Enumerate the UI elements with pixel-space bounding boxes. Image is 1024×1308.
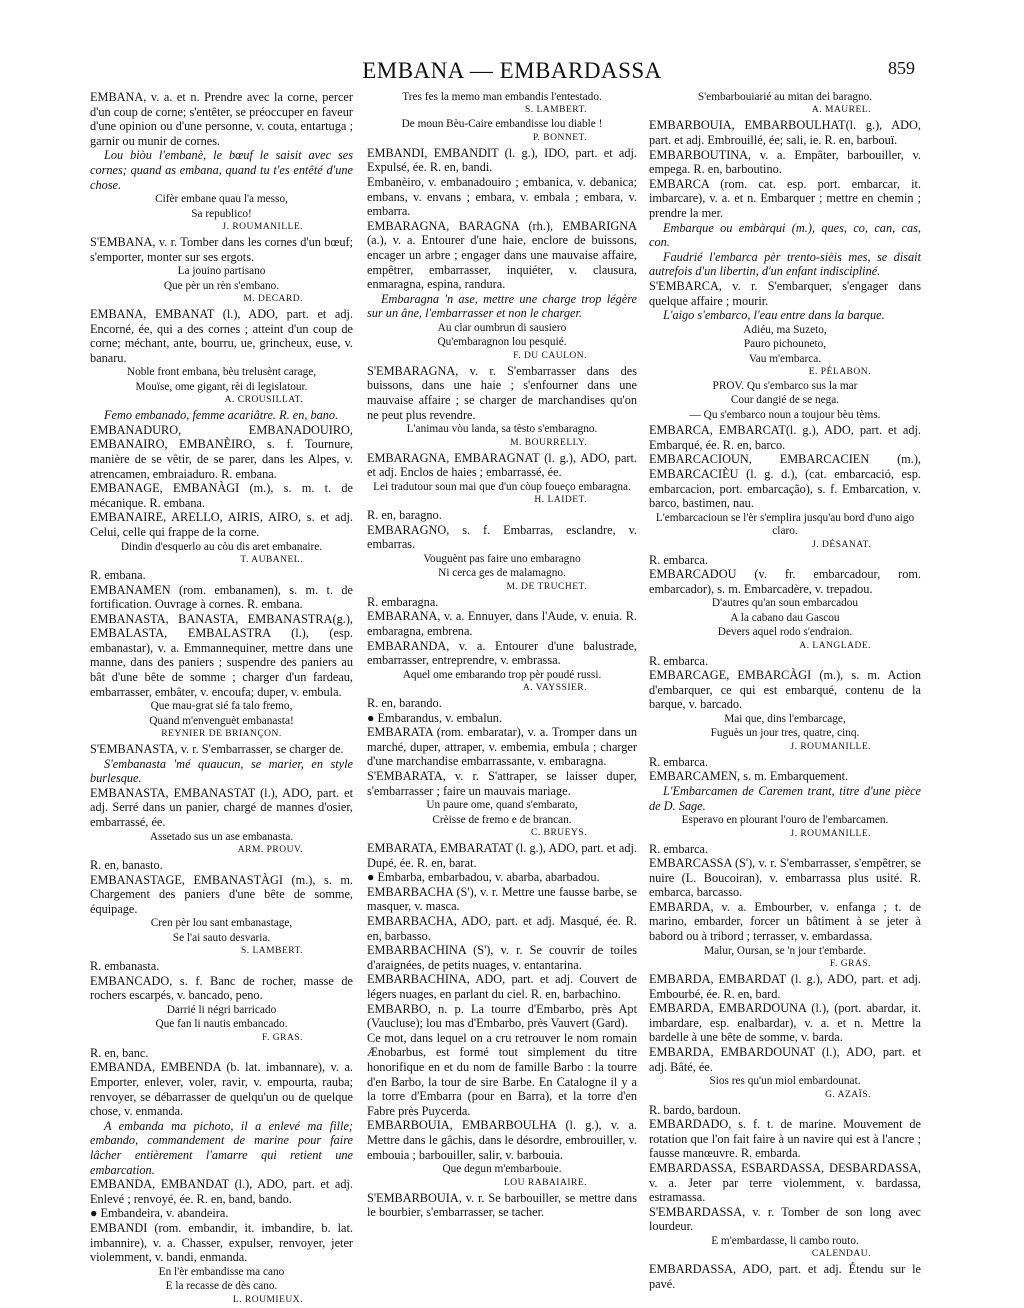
- verse-line: Esperavo en plourant l'ouro de l'embarcamen.: [681, 814, 889, 827]
- entry-paragraph: S'EMBANA, v. r. Tomber dans les cornes d'un bœuf; s'emporter, monter sur ses ergots.: [90, 234, 353, 264]
- entry-paragraph: S'EMBARDASSA, v. r. Tomber de son long avec lourdeur.: [649, 1204, 921, 1234]
- entry-paragraph: EMBARATA, EMBARATAT (l. g.), ADO, part. et adj. Dupé, ée. R. en, barat.: [367, 841, 637, 870]
- verse-line: Malur, Oursan, se 'n jour t'embarde.: [704, 944, 866, 957]
- entry-paragraph: EMBANDI (rom. embandir, it. imbandire, b. lat. imbannire), v. a. Chasser, expulser, renvoyer, jeter violemment, v. bandi, enmanda.: [90, 1220, 353, 1265]
- verse-line: Tres fes la memo man embandis l'entestado.: [402, 91, 602, 103]
- entry-example: L'aigo s'embarco, l'eau entre dans la barque.: [663, 308, 885, 323]
- entry-paragraph: EMBANDI, EMBANDIT (l. g.), IDO, part. et adj. Expulsé, ée. R. en, bandi.: [367, 145, 637, 175]
- author-attribution: M. DECARD.: [243, 293, 303, 304]
- author-attribution: H. LAIDET.: [534, 495, 587, 506]
- author-attribution: A. VAYSSIER.: [522, 683, 587, 694]
- entry-paragraph: EMBARCACIOUN, EMBARCACIEN (m.), EMBARCACIÈU (l. g. d.), (cat. embarcació, esp. embarcacion, port. embarcação), s. f. Embarcation, v. barco, bastimen, nau.: [649, 452, 921, 511]
- entry-example: Embaragna 'n ase, mettre une charge trop légère sur un âne, l'embarrasser et non le charger.: [367, 291, 637, 321]
- verse-line: A la cabano dau Gascou: [730, 611, 840, 624]
- author-attribution: E. PÉLABON.: [808, 366, 871, 377]
- entry-example: Faudrié l'embarca pèr trento-sièis mes, se disait autrefois d'un libertin, d'un enfant indiscipliné.: [649, 249, 921, 279]
- author-attribution: F. DU CAULON.: [513, 350, 587, 361]
- entry-paragraph: EMBARDASSA, ADO, part. et adj. Étendu sur le pavé.: [649, 1262, 921, 1291]
- entry-paragraph: R. en, barando.: [367, 696, 442, 711]
- verse-line: Assetado sus un ase embanasta.: [149, 830, 294, 843]
- entry-paragraph: EMBANADURO, EMBANADOUIRO, EMBANAIRO, EMBANÈIRO, s. f. Tournure, manière de se vêtir, de se parer, dans les Alpes, v. atrencamen, embraiaduro. R. embana.: [90, 422, 353, 481]
- verse-line: Que pèr un rèn s'embano.: [163, 279, 280, 292]
- verse-line: E la recasse de dès cano.: [165, 1280, 278, 1293]
- entry-paragraph: ● Embandeira, v. abandeira.: [90, 1206, 229, 1221]
- entry-paragraph: EMBARCAMEN, s. m. Embarquement.: [649, 769, 849, 784]
- verse-line: Pauro pichouneto,: [743, 338, 827, 351]
- entry-paragraph: ● Embarba, embarbadou, v. abarba, abarbadou.: [367, 870, 600, 885]
- entry-example: Embarque ou embàrqui (m.), ques, co, can, cas, con.: [649, 220, 921, 250]
- verse-line: Sios res qu'un miol embardounat.: [709, 1075, 861, 1088]
- entry-paragraph: EMBARCASSA (S'), v. r. S'embarrasser, s'empêtrer, se nuire (L. Boucoiran), v. embarrassa plus usité. R. embarca, barcasso.: [649, 856, 921, 900]
- entry-paragraph: EMBANASTAGE, EMBANASTÀGI (m.), s. m. Chargement des paniers d'une bête de somme, équipage.: [90, 872, 353, 916]
- verse-line: En l'èr embandisse ma cano: [158, 1265, 285, 1278]
- entry-paragraph: EMBANA, EMBANAT (l.), ADO, part. et adj. Encorné, ée, qui a des cornes ; atteint d'un coup de corne; méchant, ante, bourru, ue, grincheux, euse, v. banaru.: [90, 306, 353, 365]
- entry-paragraph: EMBARDADO, s. f. t. de marine. Mouvement de rotation que l'on fait faire à un navire qui est à l'ancre ; fausse manœuvre. R. embarda.: [649, 1117, 921, 1161]
- entry-paragraph: EMBARAGNA, BARAGNA (rh.), EMBARIGNA (a.), v. a. Entourer d'une haie, enclore de buissons, encager un arbre ; engager dans une mauvaise affaire, empêtrer, embarrasser, inquiéter, v. clausura, enmaragna, espina, randura.: [367, 218, 637, 292]
- entry-paragraph: EMBARANA, v. a. Ennuyer, dans l'Aude, v. enuia. R. embaragna, embrena.: [367, 609, 637, 638]
- entry-paragraph: EMBARBACHINA, ADO, part. et adj. Couvert de légers nuages, en parlant du ciel. R. en, barbachino.: [367, 972, 637, 1001]
- column-left: [90, 90, 353, 1308]
- author-attribution: C. BRUEYS.: [531, 828, 587, 839]
- entry-paragraph: R. embarca.: [649, 841, 709, 856]
- author-attribution: L. ROUMIEUX.: [232, 1294, 303, 1305]
- entry-paragraph: EMBANAMEN (rom. embanamen), s. m. t. de fortification. Ouvrage à cornes. R. embana.: [90, 582, 353, 612]
- author-attribution: F. GRAS.: [262, 1032, 303, 1043]
- author-attribution: CALENDAU.: [811, 1249, 871, 1260]
- verse-line: E m'embardasse, li cambo routo.: [711, 1234, 859, 1247]
- entry-paragraph: S'EMBARBOUIA, v. r. Se barbouiller, se mettre dans le bourbier, s'embarrasser, se tacher.: [367, 1190, 637, 1220]
- verse-line: Crèisse de fremo e de brancan.: [432, 813, 572, 826]
- entry-paragraph: EMBARCA (rom. cat. esp. port. embarcar, it. imbarcare), v. a. et n. Embarquer ; mettre en chemin ; prendre la mer.: [649, 176, 921, 220]
- entry-paragraph: S'EMBANASTA, v. r. S'embarrasser, se charger de.: [90, 742, 344, 757]
- entry-paragraph: EMBARBOUIA, EMBARBOULHAT(l. g.), ADO, part. et adj. Embrouillé, ée; sali, ie. R. en, barbouï.: [649, 118, 921, 147]
- entry-paragraph: EMBANDA, EMBENDA (b. lat. imbannare), v. a. Emporter, enlever, voler, ravir, v. empourta, rauba; renvoyer, se débarrasser de quelqu'un ou de quelque chose, v. enmanda.: [90, 1060, 353, 1119]
- entry-paragraph: EMBANASTA, EMBANASTAT (l.), ADO, part. et adj. Serré dans un panier, chargé de mannes d'osier, embarrassé, ée.: [90, 785, 353, 830]
- entry-paragraph: R. embaragna.: [367, 594, 439, 609]
- entry-paragraph: ● Embarandus, v. embalun.: [367, 710, 503, 725]
- verse-line: Qu'embaragnon lou pesquié.: [437, 336, 567, 349]
- entry-paragraph: EMBARBO, n. p. La tourre d'Embarbo, près Apt (Vaucluse); lou mas d'Embarbo, près Vauvert (Gard).: [367, 1001, 637, 1031]
- entry-example: S'embanasta 'mé quaucun, se marier, en style burlesque.: [90, 756, 353, 786]
- verse-line: PROV. Qu s'embarco sus la mar: [712, 379, 858, 392]
- author-attribution: LOU RABAIAIRE.: [504, 1177, 587, 1188]
- verse-line: Ni cerca ges de malamagno.: [438, 567, 566, 580]
- entry-paragraph: EMBARDA, EMBARDOUNAT (l.), ADO, part. et adj. Bâté, ée.: [649, 1045, 921, 1074]
- entry-paragraph: EMBARDA, v. a. Embourber, v. enfanga ; t. de marino, embarder, forcer un bâtiment à se jeter à babord ou à tribord ; terrasser, v. embardassa.: [649, 899, 921, 944]
- entry-paragraph: R. embanasta.: [90, 959, 160, 974]
- entry-paragraph: EMBARDASSA, ESBARDASSA, DESBARDASSA, v. a. Jeter par terre violemment, v. bardassa, estramassa.: [649, 1161, 921, 1205]
- entry-paragraph: R. en, banc.: [90, 1045, 149, 1060]
- entry-paragraph: EMBANAIRE, ARELLO, AIRIS, AIRO, s. et adj. Celui, celle qui frappe de la corne.: [90, 510, 353, 539]
- entry-paragraph: EMBARBACHA (S'), v. r. Mettre une fausse barbe, se masquer, v. masca.: [367, 884, 637, 914]
- entry-paragraph: EMBARAGNO, s. f. Embarras, esclandre, v. embarras.: [367, 522, 637, 552]
- entry-example: Femo embanado, femme acariâtre. R. en, bano.: [104, 408, 339, 423]
- entry-paragraph: EMBARCA, EMBARCAT(l. g.), ADO, part. et adj. Embarqué, ée. R. en, barco.: [649, 423, 921, 452]
- author-attribution: S. LAMBERT.: [240, 946, 303, 957]
- author-attribution: J. ROUMANILLE.: [790, 828, 871, 839]
- entry-paragraph: EMBARBOUIA, EMBARBOULHA (l. g.), v. a. Mettre dans le gâchis, dans le désordre, embrouiller, v. embouia ; barbouiller, salir, v. barbouia.: [367, 1118, 637, 1162]
- entry-paragraph: R. en, banasto.: [90, 858, 163, 873]
- verse-line: Cren pèr lou sant embanastage,: [150, 917, 293, 930]
- verse-line: L'embarcacioun se l'èr s'emplira jusqu'au bord d'uno aigo claro.: [655, 511, 915, 538]
- entry-paragraph: EMBARBACHINA (S'), v. r. Se couvrir de toiles d'araignées, de petits nuages, v. entantarina.: [367, 943, 637, 972]
- author-attribution: A. LANGLADE.: [799, 640, 871, 651]
- entry-paragraph: EMBARCAGE, EMBARCÀGI (m.), s. m. Action d'embarquer, ce qui est embarqué, contenu de la barque, v. barcado.: [649, 668, 921, 712]
- verse-line: Mai que, dins l'embarcage,: [724, 712, 846, 725]
- author-attribution: J. ROUMANILLE.: [222, 221, 303, 232]
- author-attribution: M. DE TRUCHET.: [506, 581, 587, 592]
- author-attribution: G. AZAÏS.: [825, 1089, 871, 1100]
- entry-paragraph: EMBARCADOU (v. fr. embarcadour, rom. embarcador), s. m. Embarcadère, v. trepadou.: [649, 567, 921, 596]
- entry-paragraph: EMBARBOUTINA, v. a. Empâter, barbouiller, v. empega. R. en, barboutino.: [649, 147, 921, 177]
- verse-line: Se l'ai sauto desvaria.: [172, 931, 271, 944]
- entry-paragraph: EMBARANDA, v. a. Entourer d'une balustrade, embarrasser, entreprendre, v. embrassa.: [367, 638, 637, 668]
- verse-line: La jouino partisano: [177, 265, 266, 278]
- entry-paragraph: EMBARBACHA, ADO, part. et adj. Masqué, ée. R. en, barbasso.: [367, 914, 637, 943]
- verse-line: S'embarbouiarié au mitan dei baragno.: [697, 91, 873, 103]
- verse-line: Darrié li négri barricado: [166, 1004, 277, 1016]
- verse-line: Que degun m'embarbouie.: [442, 1163, 562, 1176]
- entry-paragraph: EMBANA, v. a. et n. Prendre avec la corne, percer d'un coup de corne; s'entêter, se préoccuper en faveur d'une opinion ou d'une personne, v. couta, entartuga ; garnir ou munir de cornes.: [90, 90, 353, 148]
- verse-line: Au clar oumbrun di sausiero: [437, 321, 567, 334]
- author-attribution: F. GRAS.: [830, 959, 871, 970]
- entry-paragraph: EMBARDA, EMBARDAT (l. g.), ADO, part. et adj. Embourbé, ée. R. en, bard.: [649, 972, 921, 1001]
- author-attribution: ARM. PROUV.: [237, 845, 303, 856]
- verse-line: Sa republico!: [191, 207, 252, 220]
- verse-line: — Qu s'embarco noun a toujour bèu tèms.: [689, 408, 881, 421]
- entry-paragraph: S'EMBARAGNA, v. r. S'embarrasser dans des buissons, dans une haie ; s'enfourner dans une mauvaise affaire ; se charger de marchandises qu'on ne peut plus revendre.: [367, 363, 637, 422]
- entry-paragraph: R. embana.: [90, 567, 146, 582]
- author-attribution: A. MAUREL.: [811, 105, 871, 116]
- author-attribution: J. ROUMANILLE.: [790, 741, 871, 752]
- entry-paragraph: Embanèiro, v. embanadouiro ; embanica, v. debanica; embans, v. envans ; embara, v. embala ; embara, v. embarra.: [367, 175, 637, 219]
- column-right: [649, 90, 921, 1292]
- author-attribution: M. BOURRELLY.: [510, 437, 587, 448]
- verse-line: Devers aquel rodo s'endraion.: [717, 626, 853, 639]
- running-title: EMBANA — EMBARDASSA: [362, 58, 662, 83]
- verse-line: Lei tradutour soun mai que d'un còup foueço embaragna.: [373, 480, 631, 493]
- entry-paragraph: R. bardo, bardoun.: [649, 1102, 741, 1117]
- entry-paragraph: R. en, baragno.: [367, 508, 442, 523]
- entry-example: Lou biòu l'embanè, le bœuf le saisit avec ses cornes; quand as embana, quand tu t'es entêté d'une chose.: [90, 148, 353, 192]
- verse-line: Quand m'envenguèt embanasta!: [149, 714, 294, 727]
- verse-line: Dindin d'esquerlo au còu dis aret embanaire.: [120, 540, 323, 553]
- entry-paragraph: EMBANDA, EMBANDAT (l.), ADO, part. et adj. Enlevé ; renvoyé, ée. R. en, band, bando.: [90, 1177, 353, 1206]
- verse-line: Vau m'embarca.: [748, 352, 822, 365]
- verse-line: Fuguès un jour tres, quatre, cinq.: [710, 727, 860, 740]
- verse-line: Cifèr embane quau l'a messo,: [155, 193, 288, 206]
- verse-line: Que mau-grat sié fa talo fremo,: [150, 700, 293, 713]
- verse-line: D'autres qu'an soun embarcadou: [711, 597, 859, 610]
- page-number: 859: [888, 58, 915, 78]
- verse-line: De moun Bèu-Caire embandisse lou diable !: [401, 118, 603, 131]
- entry-paragraph: EMBARDA, EMBARDOUNA (l.), (port. abardar, it. imbardare, esp. enalbardar), v. a. et n. Mettre la bardelle à une bête de somme, v. barda.: [649, 1001, 921, 1045]
- entry-paragraph: S'EMBARATA, v. r. S'attraper, se laisser duper, s'embarrasser ; faire un mauvais mariage.: [367, 769, 637, 798]
- verse-line: Que fan li nautis embancado.: [155, 1018, 288, 1031]
- page-header: [0, 58, 1024, 88]
- entry-paragraph: EMBANCADO, s. f. Banc de rocher, masse de rochers escarpés, v. bancado, peno.: [90, 973, 353, 1003]
- entry-paragraph: R. embarca.: [649, 653, 709, 668]
- entry-example: A embanda ma pichoto, il a enlevé ma fille; embando, commandement de marine pour faire lâcher entièrement l'amarre qui retient une embarcation.: [90, 1118, 353, 1177]
- verse-line: Adiéu, ma Suzeto,: [743, 323, 827, 336]
- verse-line: Cour dangié de se nega.: [730, 394, 840, 407]
- column-middle: [367, 90, 637, 1220]
- author-attribution: J. DÉSANAT.: [812, 539, 871, 550]
- author-attribution: T. AUBANEL.: [240, 554, 303, 565]
- author-attribution: S. LAMBERT.: [524, 105, 587, 116]
- verse-line: Mouïse, ome gigant, rèi di legislatour.: [135, 380, 308, 393]
- entry-paragraph: Ce mot, dans lequel on a cru retrouver le nom romain Ænobarbus, est formé tout simplement du titre honorifique en et du nom de famille Barbo : la tourre d'en Barbo, la tour de sire Barbe. En Catalogne il y a la torre d'Embarra (pour en Barra), et la torre d'en Fabre près Puycerda.: [367, 1030, 637, 1118]
- entry-paragraph: S'EMBARCA, v. r. S'embarquer, s'engager dans quelque affaire ; mourir.: [649, 278, 921, 308]
- entry-paragraph: EMBANASTA, BANASTA, EMBANASTRA(g.), EMBALASTA, EMBALASTRA (l.), (esp. embanastar), v. a. Emmannequiner, mettre dans une manne, dans des paniers ; suspendre des paniers au bât d'une bête de somme ; charger d'un fardeau, embarrasser, embâter, v. encoufa; duper, v. embula.: [90, 611, 353, 699]
- verse-line: Un paure ome, quand s'embarato,: [426, 799, 578, 812]
- verse-line: Aquel ome embarando trop pèr poudé russi.: [402, 668, 602, 681]
- author-attribution: P. BONNET.: [532, 132, 587, 143]
- entry-example: L'Embarcamen de Caremen trant, titre d'une pièce de D. Sage.: [649, 783, 921, 813]
- entry-paragraph: R. embarca.: [649, 754, 709, 769]
- verse-line: L'animau vòu landa, sa tèsto s'embaragno.: [406, 423, 598, 436]
- author-attribution: A. CROUSILLAT.: [224, 395, 303, 406]
- verse-line: Noble front embana, bèu trelusènt carage,: [126, 366, 317, 379]
- entry-paragraph: R. embarca.: [649, 552, 709, 567]
- verse-line: Vouguènt pas faire uno embaragno: [423, 552, 581, 565]
- entry-paragraph: EMBANAGE, EMBANÀGI (m.), s. m. t. de mécanique. R. embana.: [90, 481, 353, 510]
- author-attribution: REYNIER DE BRIANÇON.: [161, 729, 282, 740]
- entry-paragraph: EMBARAGNA, EMBARAGNAT (l. g.), ADO, part. et adj. Enclos de haies ; embarrassé, ée.: [367, 450, 637, 480]
- entry-paragraph: EMBARATA (rom. embaratar), v. a. Tromper dans un marché, duper, attraper, v. embemia, embula ; charger d'une marchandise embarrassante, v. embaragna.: [367, 725, 637, 769]
